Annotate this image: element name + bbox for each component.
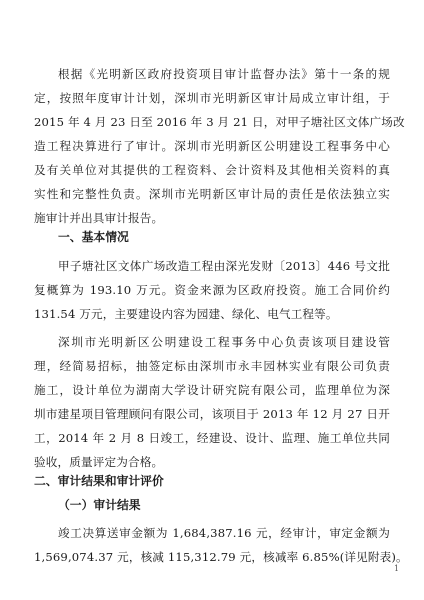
text-line: 造工程决算进行了审计。深圳市光明新区公明建设工程事务中心 <box>34 139 390 153</box>
audit-result-paragraph <box>34 521 408 569</box>
text-line: 根据《光明新区政府投资项目审计监督办法》第十一条的规 <box>58 67 390 81</box>
text-line: 实性和完整性负责。深圳市光明新区审计局的责任是依法独立实 <box>34 187 390 201</box>
text-line: 施工，设计单位为湖南大学设计研究院有限公司，监理单位为深 <box>34 383 390 397</box>
text-line: 及有关单位对其提供的工程资料、会计资料及其他相关资料的真 <box>34 163 390 177</box>
text-line: 131.54 万元，主要建设内容为园建、绿化、电气工程等。 <box>34 307 338 321</box>
page-number: 1 <box>394 564 400 573</box>
text-line: 定，按照年度审计计划，深圳市光明新区审计局成立审计组，于 <box>34 91 390 105</box>
text-line: 2015 年 4 月 23 日至 2016 年 3 月 21 日，对甲子塘社区文体广场改 <box>34 115 405 129</box>
section-heading-basic-info: 一、基本情况 <box>58 230 129 244</box>
basic-info-paragraph-1 <box>34 254 390 326</box>
intro-paragraph <box>34 62 405 230</box>
text-line: 1,569,074.37 元，核减 115,312.79 元，核减率 6.85%(详见附表)。 <box>34 550 408 564</box>
text-line: 工，2014 年 2 月 8 日竣工，经建设、设计、监理、施工单位共同 <box>34 431 390 445</box>
text-line: 竣工决算送审金额为 1,684,387.16 元，经审计，审定金额为 <box>58 526 390 540</box>
text-line: 复概算为 193.10 万元。资金来源为区政府投资。施工合同价约 <box>34 283 390 297</box>
basic-info-paragraph-2 <box>34 330 390 474</box>
text-line: 理，经简易招标，抽签定标由深圳市永丰园林实业有限公司负责 <box>34 359 390 373</box>
text-line: 验收，质量评定为合格。 <box>34 455 164 469</box>
text-line: 圳市建星项目管理顾问有限公司，该项目于 2013 年 12 月 27 日开 <box>34 407 390 421</box>
text-line: 深圳市光明新区公明建设工程事务中心负责该项目建设管 <box>58 335 390 349</box>
section-heading-audit-results: 二、审计结果和审计评价 <box>34 474 164 488</box>
subsection-heading-audit-result: （一）审计结果 <box>58 498 141 512</box>
text-line: 甲子塘社区文体广场改造工程由深光发财〔2013〕446 号文批 <box>58 259 390 273</box>
text-line: 施审计并出具审计报告。 <box>34 211 164 225</box>
